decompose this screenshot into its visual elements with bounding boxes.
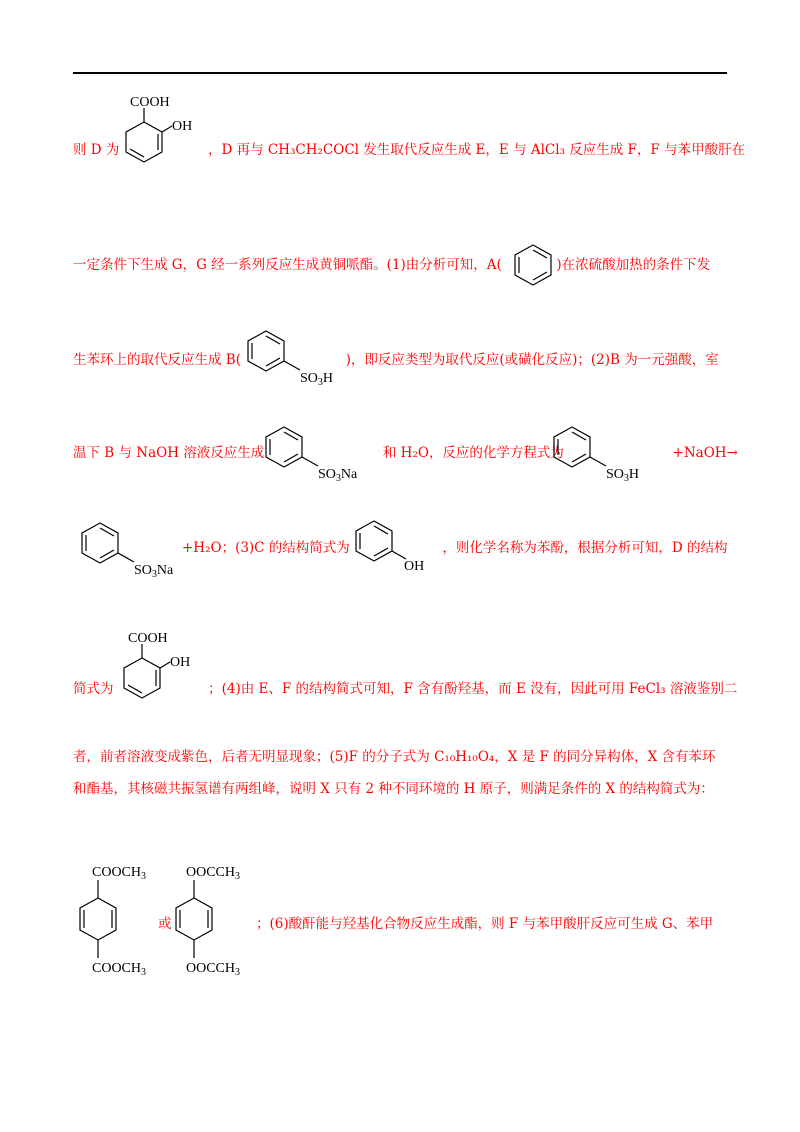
text-line-3 <box>73 351 733 369</box>
salicylic-acid-structure-2 <box>114 628 194 708</box>
so3na-label: $SO_3Na$ <box>318 467 358 482</box>
header-rule <box>73 72 727 74</box>
text: 一定条件下生成 G，G 经一系列反应生成黄铜哌酯。(1)由分析可知，A( <box>73 257 502 273</box>
hydroquinone-diacetate-structure <box>170 858 260 980</box>
dimethyl-terephthalate-structure <box>74 858 164 980</box>
text: +H₂O；(3)C 的结构简式为 <box>182 540 350 556</box>
text-line-5 <box>182 539 742 557</box>
text: )，即反应类型为取代反应(或磺化反应)；(2)B 为一元强酸，室 <box>345 352 719 368</box>
ooccch3-label-top: $OOCCH_3$ <box>186 865 241 882</box>
text: 和 H₂O，反应的化学方程式为 <box>382 445 564 461</box>
cooh-label: COOH <box>130 95 170 110</box>
text-or: 或 <box>158 916 172 932</box>
so3h-label: $SO_3H$ <box>300 371 334 386</box>
text: ，则化学名称为苯酚，根据分析可知，D 的结构 <box>442 540 728 556</box>
text: ；(4)由 E、F 的结构简式可知，F 含有酚羟基，而 E 没有，因此可用 FeCl₃ 溶液鉴别二 <box>208 681 738 697</box>
sodium-benzenesulfonate-structure-2 <box>78 520 188 578</box>
text: 生苯环上的取代反应生成 B( <box>73 352 241 368</box>
oh-label: OH <box>172 119 193 134</box>
cooch3-label-bottom: $COOCH_3$ <box>92 961 147 978</box>
text-line-9: ；(6)酸酐能与羟基化合物反应生成酯，则 F 与苯甲酸肝反应可生成 G、苯甲 <box>256 916 714 932</box>
cooh-label: COOH <box>128 631 168 646</box>
text: 温下 B 与 NaOH 溶液反应生成 <box>73 445 265 461</box>
text: 则 D 为 <box>73 142 120 158</box>
text-line-8: 和酯基，其核磁共振氢谱有两组峰，说明 X 只有 2 种不同环境的 H 原子，则满足条件的 X 的结构简式为： <box>73 781 714 797</box>
text-line-7: 者，前者溶液变成紫色，后者无明显现象；(5)F 的分子式为 C₁₀H₁₀O₄，X 是 F 的同分异构体，X 含有苯环 <box>73 749 716 765</box>
so3na-label: $SO_3Na$ <box>134 563 174 578</box>
benzenesulfonic-acid-structure-2 <box>550 424 650 482</box>
phenol-structure <box>352 518 432 574</box>
text: )在浓硫酸加热的条件下发 <box>556 257 711 273</box>
cooch3-label-top: $COOCH_3$ <box>92 865 147 882</box>
so3h-label: $SO_3H$ <box>606 467 640 482</box>
benzenesulfonic-acid-structure-1 <box>244 328 354 386</box>
sodium-benzenesulfonate-structure-1 <box>262 424 372 482</box>
oh-label: OH <box>170 655 191 670</box>
salicylic-acid-structure-1 <box>116 92 196 172</box>
oh-label: OH <box>404 559 425 574</box>
text: 简式为 <box>73 681 114 697</box>
text-line-2 <box>73 256 733 274</box>
ooccch3-label-bottom: $OOCCH_3$ <box>186 961 241 978</box>
text: +NaOH→ <box>672 445 738 461</box>
benzene-structure <box>511 242 555 288</box>
text: ，D 再与 CH₃CH₂COCl 发生取代反应生成 E，E 与 AlCl₃ 反应生成 F，F 与苯甲酸肝在 <box>208 142 746 158</box>
